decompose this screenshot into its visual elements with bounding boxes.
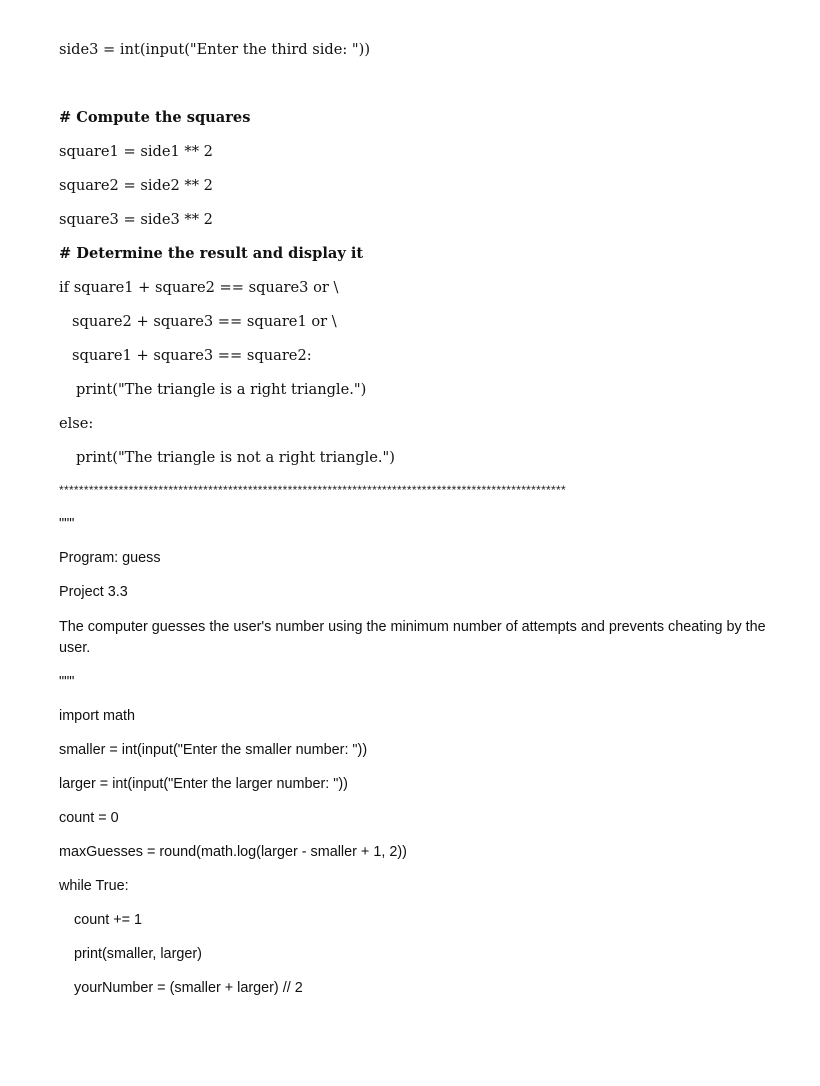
program-description: The computer guesses the user's number using the minimum number of attempts and prevents cheating by the user.: [59, 619, 766, 656]
code-line-count: count = 0: [59, 810, 119, 826]
code-line-import-math: import math: [59, 708, 135, 724]
code-line-print-not-right: print("The triangle is not a right triangle."): [76, 449, 395, 466]
separator-line: ******************************************************************************************************: [59, 483, 566, 497]
project-number: Project 3.3: [59, 584, 128, 600]
code-line-larger: larger = int(input("Enter the larger number: ")): [59, 776, 348, 792]
program-name: Program: guess: [59, 550, 161, 566]
code-line-square1: square1 = side1 ** 2: [59, 143, 213, 160]
comment-determine-result: # Determine the result and display it: [59, 245, 364, 262]
code-line-print-range: print(smaller, larger): [74, 946, 202, 962]
code-line-while-true: while True:: [59, 878, 129, 894]
code-line-smaller: smaller = int(input("Enter the smaller number: ")): [59, 742, 368, 758]
comment-compute-squares: # Compute the squares: [59, 109, 251, 126]
code-line-print-right: print("The triangle is a right triangle."): [76, 381, 367, 398]
docstring-close: """: [59, 674, 75, 690]
code-line-your-number: yourNumber = (smaller + larger) // 2: [74, 980, 303, 996]
code-line-condition-2: square2 + square3 == square1 or \: [72, 313, 337, 330]
docstring-open: """: [59, 516, 75, 532]
code-line-if: if square1 + square2 == square3 or \: [59, 279, 339, 296]
code-line-condition-3: square1 + square3 == square2:: [72, 347, 312, 364]
code-line-square2: square2 = side2 ** 2: [59, 177, 213, 194]
code-line-count-increment: count += 1: [74, 912, 143, 928]
code-line-square3: square3 = side3 ** 2: [59, 211, 213, 228]
code-line-side3: side3 = int(input("Enter the third side: ")): [59, 41, 371, 58]
code-line-else: else:: [59, 415, 94, 432]
code-line-max-guesses: maxGuesses = round(math.log(larger - smaller + 1, 2)): [59, 844, 407, 860]
